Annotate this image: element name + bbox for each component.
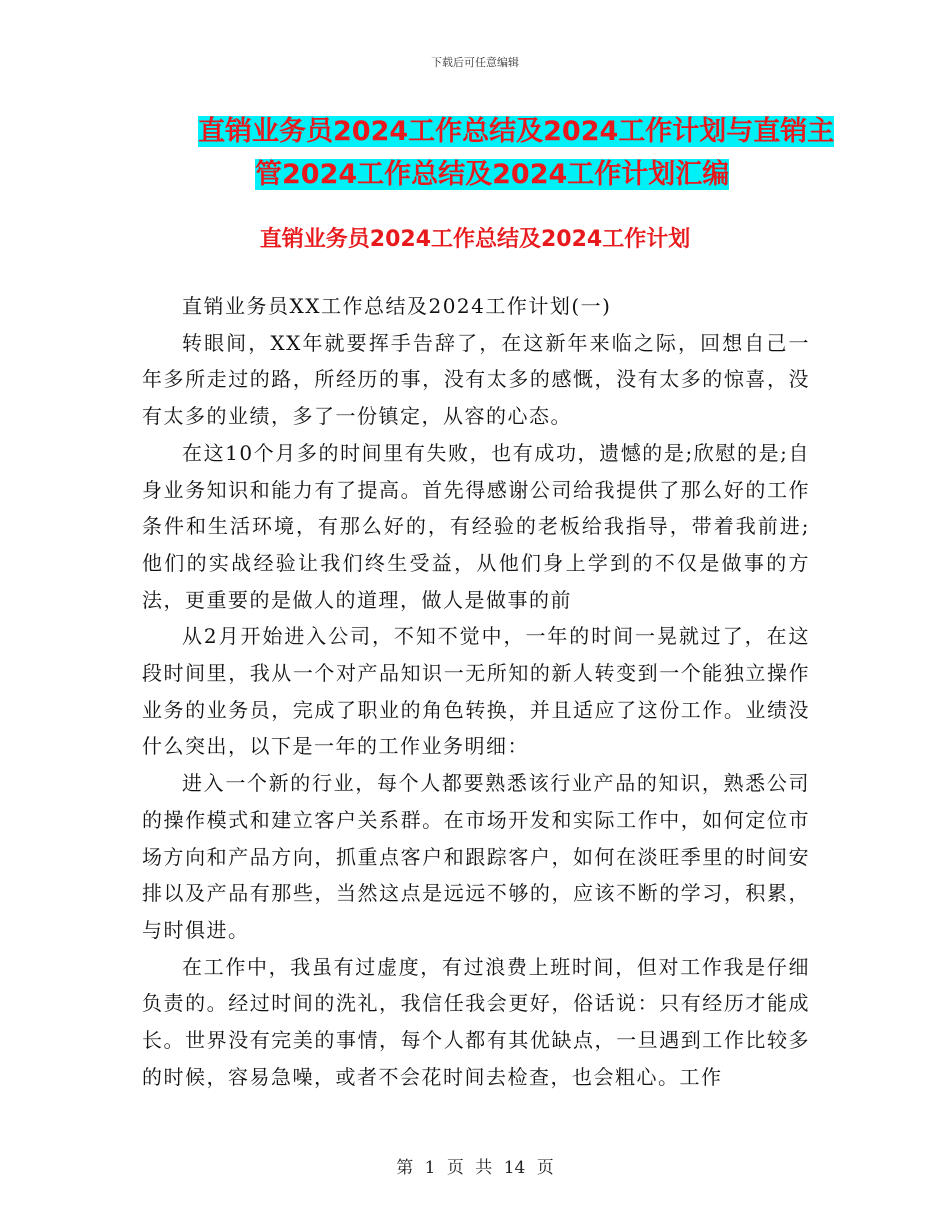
page-number: 第 1 页 共 14 页 <box>396 1158 554 1178</box>
paragraph-subtitle: 直销业务员XX工作总结及2024工作计划(一) <box>182 294 612 318</box>
paragraph: 进入一个新的行业，每个人都要熟悉该行业产品的知识，熟悉公司的操作模式和建立客户关系群。在市场开发和实际工作中，如何定位市场方向和产品方向，抓重点客户和跟踪客户，如何在淡旺季里的时间安排以及产品有那些，当然这点是远远不够的，应该不断的学习，积累，与时俱进。 <box>142 771 810 942</box>
paragraph: 转眼间，XX年就要挥手告辞了，在这新年来临之际，回想自己一年多所走过的路，所经历的事，没有太多的感慨，没有太多的惊喜，没有太多的业绩，多了一份镇定，从容的心态。 <box>142 330 810 429</box>
title-highlight: 管2024工作总结及2024工作计划汇编 <box>255 159 730 190</box>
document-title <box>150 110 835 196</box>
paragraph: 从2月开始进入公司，不知不觉中，一年的时间一晃就过了，在这段时间里，我从一个对产品知识一无所知的新人转变到一个能独立操作业务的业务员，完成了职业的角色转换，并且适应了这份工作。业绩没什么突出，以下是一年的工作业务明细： <box>142 624 810 759</box>
paragraph: 在工作中，我虽有过虚度，有过浪费上班时间，但对工作我是仔细负责的。经过时间的洗礼，我信任我会更好，俗话说：只有经历才能成长。世界没有完美的事情，每个人都有其优缺点，一旦遇到工作比较多的时候，容易急噪，或者不会花时间去检查，也会粗心。工作 <box>142 954 810 1089</box>
document-title-line-2 <box>150 153 810 196</box>
section-title: 直销业务员2024工作总结及2024工作计划 <box>259 227 691 252</box>
document-body <box>142 288 810 1095</box>
page-header-note: 下载后可任意编辑 <box>431 56 519 69</box>
title-highlight: 直销业务员2024工作总结及2024工作计划与直销主 <box>198 116 835 147</box>
document-title-line-1 <box>150 110 835 153</box>
paragraph: 在这10个月多的时间里有失败，也有成功，遗憾的是;欣慰的是;自身业务知识和能力有了提高。首先得感谢公司给我提供了那么好的工作条件和生活环境，有那么好的，有经验的老板给我指导，带着我前进;他们的实战经验让我们终生受益，从他们身上学到的不仅是做事的方法，更重要的是做人的道理，做人是做事的前 <box>142 440 810 612</box>
